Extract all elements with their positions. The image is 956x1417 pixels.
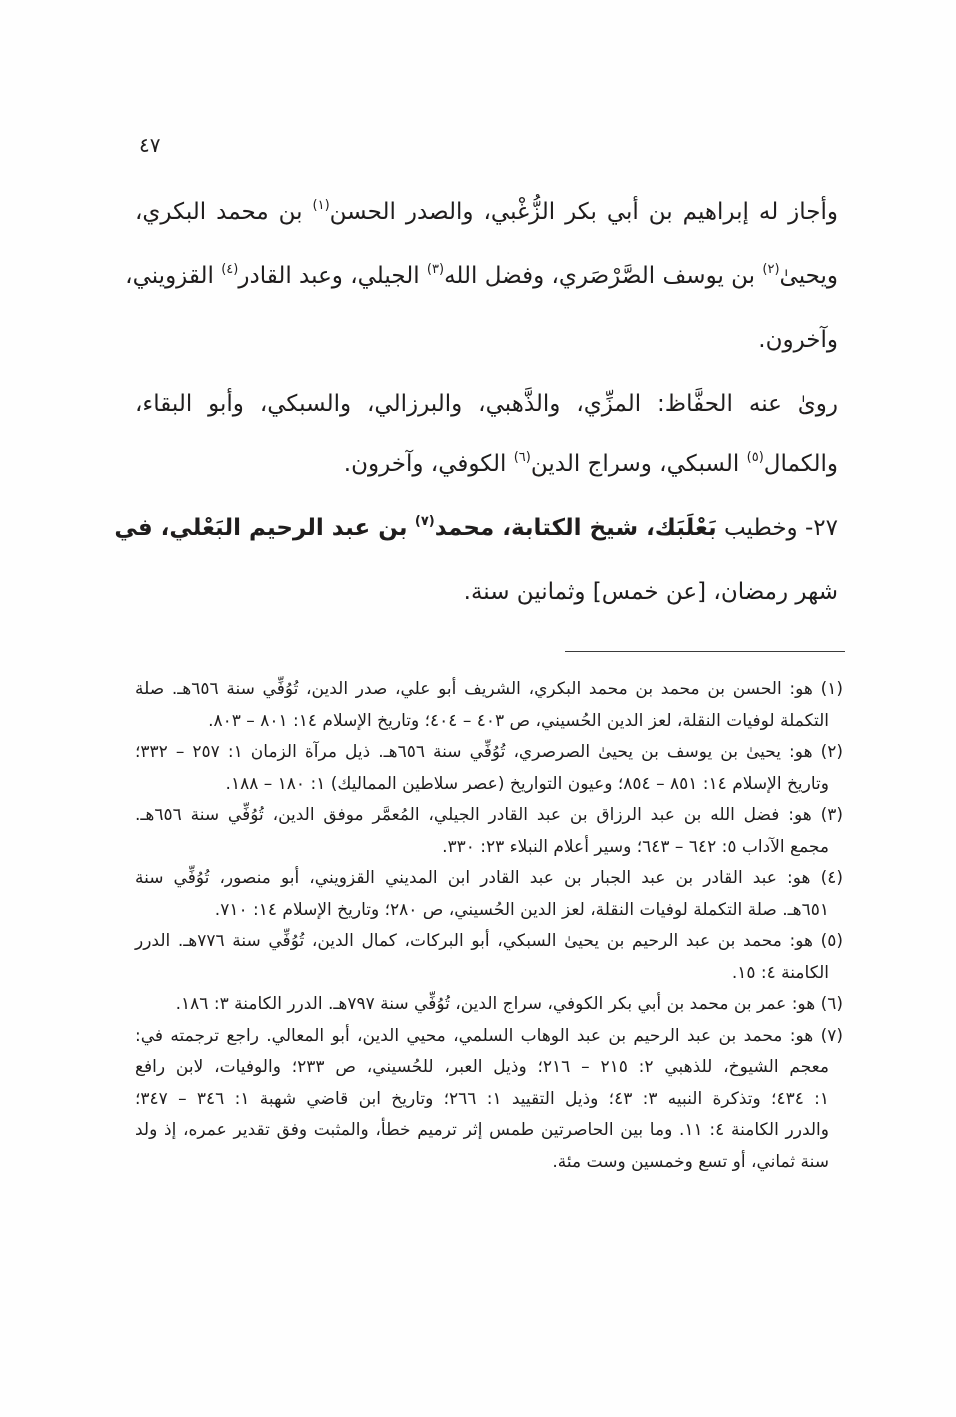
text-run: الكوفي، وآخرون. (343, 451, 507, 477)
footnote-line: (٦) هو: عمر بن محمد بن أبي بكر الكوفي، سراج الدين، تُوُفِّي سنة ٧٩٧هـ. الدرر الكامنة ٣: ١٨٦. (175, 994, 843, 1014)
footnote-marker-3: (٣) (426, 262, 445, 277)
entry-number: ٢٧- (804, 515, 838, 541)
footnote-line: الكامنة ٤: ١٥. (731, 962, 829, 983)
footnote-line: ١: ٤٣٤؛ وتذكرة النبيه ٣: ٤٣؛ وذيل التقييد ١: ٢٦٦؛ وتاريخ ابن قاضي شهبة ١: ٣٤٦ – ٣٤٧؛ (135, 1088, 830, 1109)
footnote-marker-6: (٦) (513, 450, 531, 465)
footnote-line: والدرر الكامنة ٤: ١١. وما بين الحاصرتين طمس إثر ترميم خطأ، والمثبت وفق تقدير عمره، إذ ولد (135, 1120, 829, 1140)
text-run: والكمال (763, 451, 838, 477)
text-run: بن يوسف الصَّرْصَري، وفضل الله (444, 263, 756, 289)
text-run: بن محمد البكري، (135, 199, 303, 225)
footnote-7 (135, 1021, 843, 1179)
footnote-line: (٤) هو: عبد القادر بن عبد الجبار بن عبد القادر ابن المديني القزويني، أبو منصور، تُوُفِّي سنة (135, 868, 843, 888)
main-line-7: شهر رمضان، [عن خمس] وثمانين سنة. (463, 579, 838, 605)
footnote-4 (135, 863, 843, 926)
footnote-line: التكملة لوفيات النقلة، لعز الدين الحُسيني، ص ٤٠٣ – ٤٠٤؛ وتاريخ الإسلام ١٤: ٨٠١ – ٨٠٣. (208, 710, 829, 731)
footnote-marker-1: (١) (312, 198, 330, 213)
main-text (114, 182, 838, 622)
page-number: ٤٧ (139, 133, 161, 157)
footnote-line: مجمع الآداب ٥: ٦٤٢ – ٦٤٣؛ وسير أعلام النبلاء ٢٣: ٣٣٠. (442, 836, 829, 857)
footnote-1 (135, 674, 843, 737)
footnote-marker-7: (٧) (414, 514, 435, 529)
text-run: ويحيىٰ (779, 263, 838, 289)
text-run: السبكي، وسراج الدين (530, 451, 740, 477)
footnotes (135, 674, 843, 1178)
text-run: وخطيب (723, 515, 798, 541)
footnote-line: (١) هو: الحسن بن محمد بن محمد البكري، الشريف أبو علي، صدر الدين، تُوُفِّي سنة ٦٥٦هـ. صلة (135, 679, 843, 699)
entry-name: بن عبد الرحيم البَعْلي، في (114, 515, 408, 541)
footnote-separator (565, 651, 845, 652)
footnote-line: (٧) هو: محمد بن عبد الرحيم بن عبد الوهاب السلمي، محيي الدين، أبو المعالي. راجع ترجمته في: (135, 1025, 843, 1046)
footnote-line: سنة ثماني، أو تسع وخمسين وست مئة. (552, 1151, 829, 1172)
text-run: وأجاز له إبراهيم بن أبي بكر الزُّغْبي، والصدر الحسن (329, 199, 838, 225)
footnote-2 (135, 737, 843, 800)
footnote-3 (135, 800, 843, 863)
text-run: القزويني، (125, 263, 214, 289)
main-line-2 (125, 246, 838, 310)
main-line-1 (135, 182, 838, 246)
footnote-marker-2: (٢) (762, 262, 780, 277)
main-line-3: وآخرون. (758, 327, 838, 353)
entry-name: بَعْلَبَك، شيخ الكتابة، محمد (434, 515, 717, 541)
footnote-line: وتاريخ الإسلام ١٤: ٨٥١ – ٨٥٤؛ وعيون التواريخ (عصر سلاطين المماليك) ١: ١٨٠ – ١٨٨. (225, 773, 829, 794)
footnote-line: معجم الشيوخ، للذهبي ٢: ٢١٥ – ٢١٦؛ وذيل العبر، للحُسيني، ص ٢٣٣؛ والوفيات، لابن رافع (135, 1057, 829, 1077)
footnote-marker-4: (٤) (221, 262, 239, 277)
main-line-5 (135, 434, 838, 498)
footnote-line: (٢) هو: يحيىٰ بن يوسف بن يحيىٰ الصرصري، تُوُفِّي سنة ٦٥٦هـ. ذيل مرآة الزمان ١: ٢٥٧ – ٣٣٢؛ (135, 742, 843, 762)
footnote-line: (٣) هو: فضل الله بن عبد الرزاق بن عبد القادر الجيلي، المُعمَّر موفق الدين، تُوُفِّي سنة ٦٥٦هـ. (135, 805, 843, 825)
footnote-marker-5: (٥) (746, 450, 764, 465)
entry-heading-27 (114, 498, 838, 562)
footnote-6 (135, 989, 843, 1021)
footnote-line: (٥) هو: محمد بن عبد الرحيم بن يحيىٰ السبكي، أبو البركات، كمال الدين، تُوُفِّي سنة ٧٧٦هـ. الدرر (135, 931, 844, 951)
footnote-line: ٦٥١هـ. صلة التكملة لوفيات النقلة، لعز الدين الحُسيني، ص ٢٨٠؛ وتاريخ الإسلام ١٤: ٧١٠. (214, 899, 829, 920)
footnote-5 (135, 926, 843, 989)
main-line-4: روىٰ عنه الحفَّاظ: المزِّي، والذَّهبي، والبرزالي، والسبكي، وأبو البقاء، (135, 391, 838, 417)
text-run: الجيلي، وعبد القادر (238, 263, 420, 289)
